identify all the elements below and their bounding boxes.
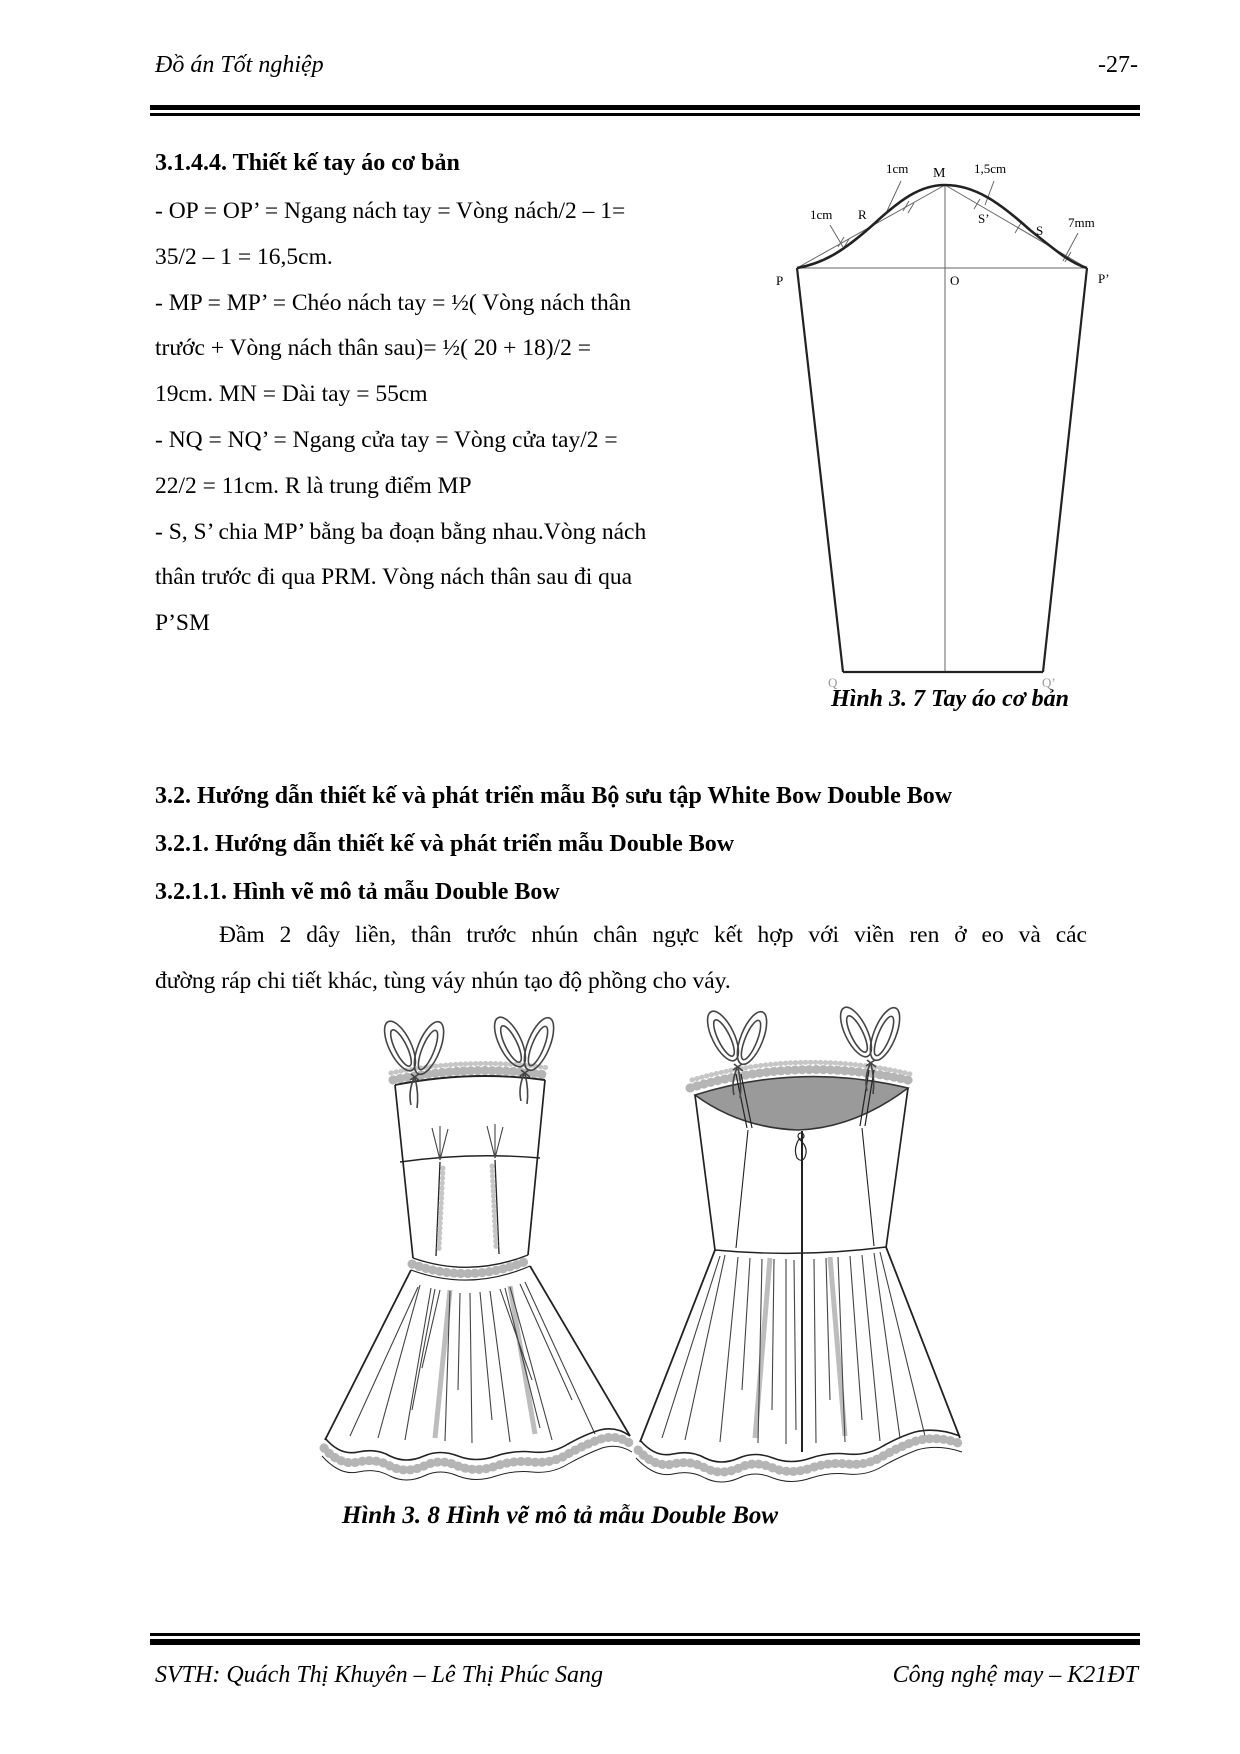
body-line: - OP = OP’ = Ngang nách tay = Vòng nách/2 – 1= [155, 198, 626, 224]
footer-divider [150, 1633, 1140, 1645]
body-line: P’SM [155, 610, 210, 637]
label-P-prime: P’ [1098, 271, 1110, 286]
sleeve-pattern-drawing [770, 155, 1130, 695]
skirt-side-seams [640, 1247, 960, 1442]
section-heading-321: 3.2.1. Hướng dẫn thiết kế và phát triển mẫu Double Bow [155, 831, 735, 857]
page-number: -27- [1098, 52, 1138, 78]
section-heading-32: 3.2. Hướng dẫn thiết kế và phát triển mẫu Bộ sưu tập White Bow Double Bow [155, 783, 953, 809]
footer [155, 1662, 1138, 1689]
footer-authors: SVTH: Quách Thị Khuyên – Lê Thị Phúc Sang [155, 1662, 603, 1688]
paragraph-line: đường ráp chi tiết khác, tùng váy nhún tạo độ phồng cho váy. [155, 968, 731, 994]
body-line: - S, S’ chia MP’ bằng ba đoạn bằng nhau.Vòng nách [155, 518, 647, 545]
body-line: 22/2 = 11cm. R là trung điểm MP [155, 472, 472, 499]
dress-sketch-drawing [300, 1000, 990, 1492]
body-line: thân trước đi qua PRM. Vòng nách thân sau đi qua [155, 564, 633, 591]
sleeve-cap-curve [797, 185, 1087, 268]
sleeve-outline [797, 268, 1087, 672]
skirt-side-seams [325, 1266, 630, 1440]
chest-gathers [432, 1124, 503, 1160]
skirt-gathers [350, 1282, 595, 1443]
waist-seam [715, 1247, 886, 1253]
lace-panel-edges [436, 1160, 499, 1256]
shoulder-bow [488, 1013, 559, 1104]
label-S: S [1036, 223, 1044, 238]
body-line: - NQ = NQ’ = Ngang cửa tay = Vòng cửa tay/2 = [155, 426, 618, 453]
section2-headings [155, 772, 952, 916]
body-line: 19cm. MN = Dài tay = 55cm [155, 381, 428, 408]
skirt-pleat-shading [435, 1286, 535, 1438]
label-M: M [933, 166, 946, 181]
header-divider [150, 105, 1140, 116]
figure-caption-3-8: Hình 3. 8 Hình vẽ mô tả mẫu Double Bow [341, 1502, 779, 1529]
tick-marks [830, 181, 1078, 262]
zipper-pull [795, 1139, 806, 1160]
shoulder-bow [378, 1017, 449, 1108]
hem-lace-ruffle [638, 1439, 961, 1472]
label-7mm: 7mm [1068, 215, 1095, 230]
header-title: Đồ án Tốt nghiệp [155, 52, 324, 78]
label-Q: Q [828, 675, 838, 690]
section-heading-3211: 3.2.1.1. Hình vẽ mô tả mẫu Double Bow [155, 879, 560, 905]
chest-seam [400, 1156, 540, 1162]
skirt-gathers [662, 1252, 925, 1444]
label-P: P [776, 273, 784, 288]
label-1cm-top: 1cm [886, 161, 909, 176]
body-line: 35/2 – 1 = 16,5cm. [155, 243, 333, 270]
label-S-prime: S’ [978, 211, 990, 226]
label-R: R [858, 207, 867, 222]
label-1-5cm: 1,5cm [974, 161, 1007, 176]
label-1cm-left: 1cm [810, 207, 833, 222]
footer-program: Công nghệ may – K21ĐT [892, 1662, 1138, 1688]
body-line: trước + Vòng nách thân sau)= ½( 20 + 18)/2 = [155, 335, 592, 362]
body-line: - MP = MP’ = Chéo nách tay = ½( Vòng nách thân [155, 289, 631, 316]
description-paragraph [155, 912, 1087, 1004]
section-heading-3144: 3.1.4.4. Thiết kế tay áo cơ bản [155, 150, 460, 176]
body-text-block [155, 189, 725, 647]
paragraph-line: Đầm 2 dây liền, thân trước nhún chân ngực kết hợp với viền ren ở eo và các [219, 922, 1087, 948]
hem-lace-ruffle [324, 1437, 631, 1470]
label-Q-prime: Q’ [1042, 675, 1056, 690]
skirt-pleat-shading [755, 1257, 845, 1438]
figure-caption-3-7: Hình 3. 7 Tay áo cơ bản [830, 686, 1070, 712]
lace-panel-texture [439, 1166, 496, 1250]
back-dress-drawing [636, 1003, 962, 1482]
label-O: O [950, 273, 960, 288]
back-opening-panel [695, 1077, 908, 1130]
front-dress-drawing [322, 1013, 632, 1480]
